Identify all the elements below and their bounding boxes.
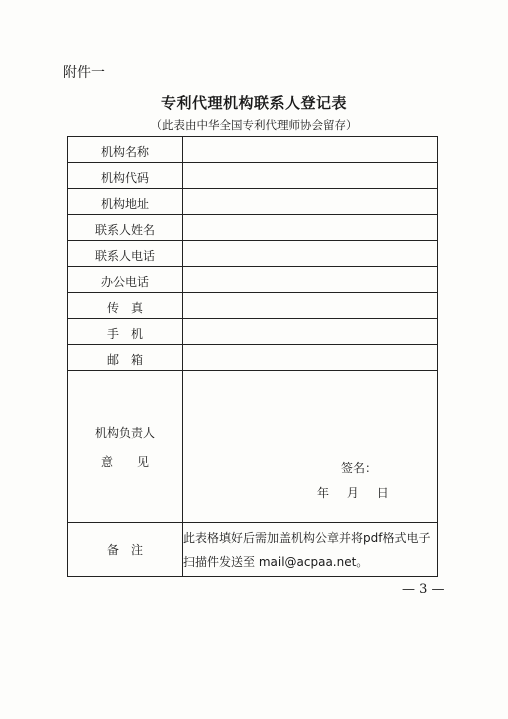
form-row xyxy=(68,163,438,189)
remarks-row xyxy=(68,523,438,577)
row-value-field[interactable] xyxy=(183,293,438,319)
attachment-label: 附件一 xyxy=(63,65,105,81)
row-label: 联系人姓名 xyxy=(68,215,183,241)
form-row xyxy=(68,319,438,345)
form-row xyxy=(68,267,438,293)
row-value-field[interactable] xyxy=(183,137,438,163)
row-label: 机构地址 xyxy=(68,189,183,215)
opinion-row xyxy=(68,371,438,523)
row-label: 联系人电话 xyxy=(68,241,183,267)
remarks-text: 此表格填好后需加盖机构公章并将pdf格式电子扫描件发送至 mail@acpaa.net。 xyxy=(183,523,438,577)
row-value-field[interactable] xyxy=(183,215,438,241)
form-subtitle: （此表由中华全国专利代理师协会留存） xyxy=(150,118,358,132)
opinion-label-line2: 意 见 xyxy=(100,454,149,469)
date-line xyxy=(317,484,403,501)
row-value-field[interactable] xyxy=(183,189,438,215)
remarks-label: 备 注 xyxy=(68,523,183,577)
row-label: 机构名称 xyxy=(68,137,183,163)
form-row xyxy=(68,189,438,215)
row-label: 邮 箱 xyxy=(68,345,183,371)
opinion-label-line1: 机构负责人 xyxy=(94,425,155,440)
date-year-label: 年 xyxy=(317,486,330,500)
form-row xyxy=(68,293,438,319)
registration-form-table xyxy=(67,136,438,577)
page-number: — 3 — xyxy=(402,582,445,597)
date-month-label: 月 xyxy=(346,486,359,500)
signature-label: 签名： xyxy=(341,461,378,475)
form-title: 专利代理机构联系人登记表 xyxy=(160,94,347,112)
row-value-field[interactable] xyxy=(183,163,438,189)
form-row xyxy=(68,215,438,241)
form-row xyxy=(68,345,438,371)
form-row xyxy=(68,137,438,163)
row-value-field[interactable] xyxy=(183,345,438,371)
row-value-field[interactable] xyxy=(183,267,438,293)
row-label: 办公电话 xyxy=(68,267,183,293)
row-label: 手 机 xyxy=(68,319,183,345)
form-row xyxy=(68,241,438,267)
row-label: 机构代码 xyxy=(68,163,183,189)
date-day-label: 日 xyxy=(376,486,389,500)
row-value-field[interactable] xyxy=(183,319,438,345)
row-label: 传 真 xyxy=(68,293,183,319)
row-value-field[interactable] xyxy=(183,241,438,267)
opinion-field[interactable] xyxy=(183,371,438,523)
opinion-label xyxy=(68,371,183,523)
